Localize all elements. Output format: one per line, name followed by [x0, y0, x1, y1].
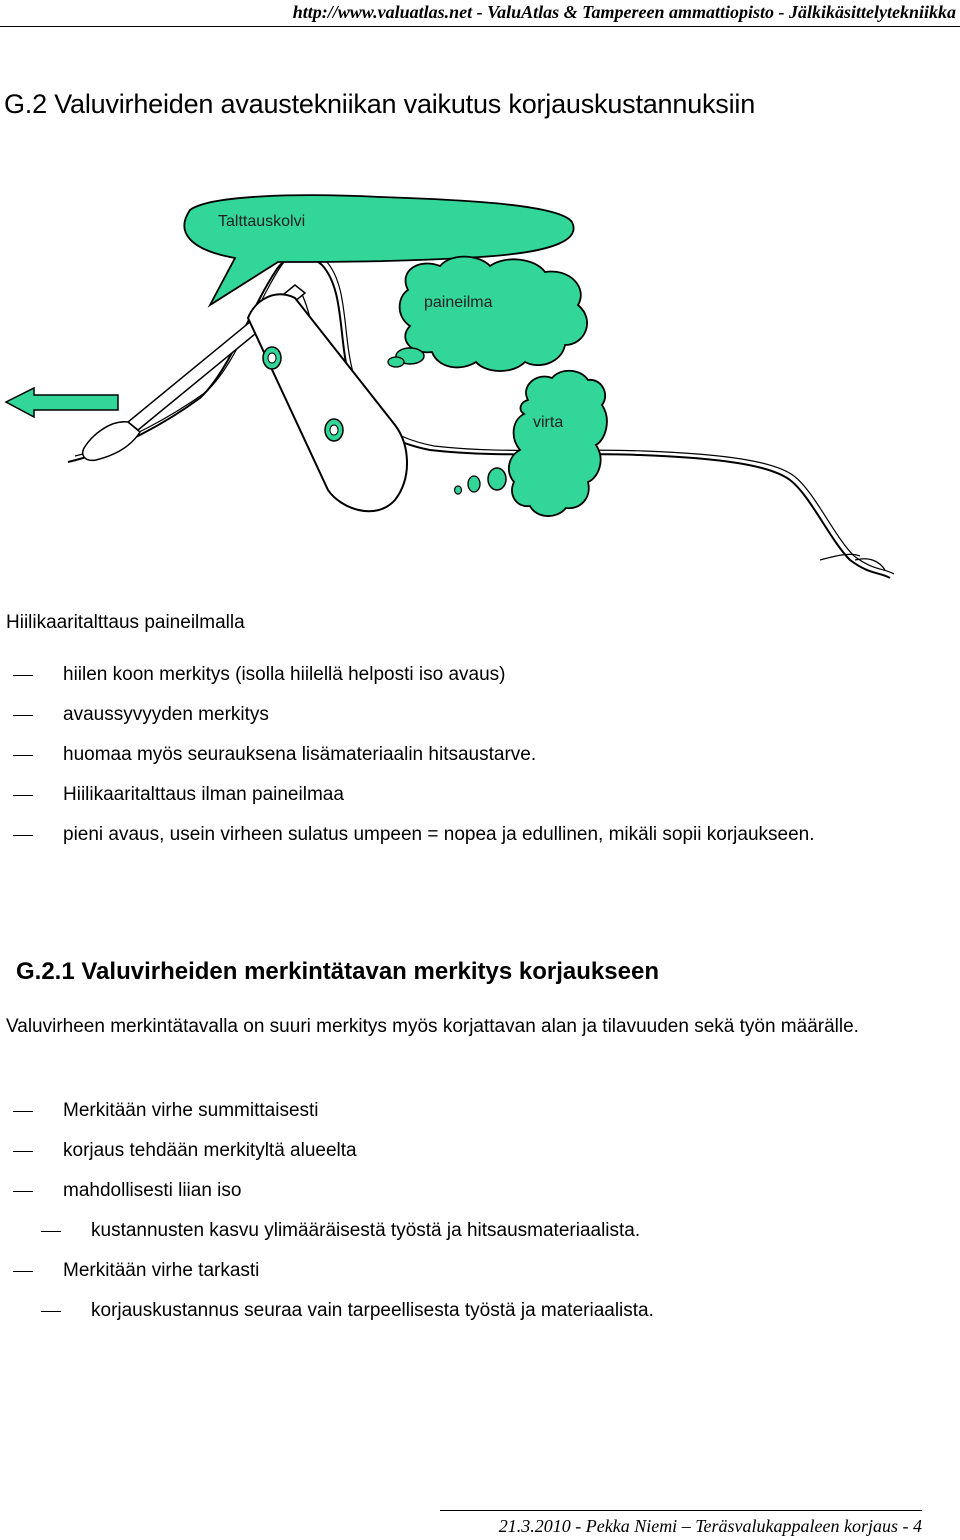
list-subitem: kustannusten kasvu ylimääräisestä työstä ja hitsausmateriaalista.: [63, 1219, 654, 1259]
electrode-holder: [248, 294, 407, 511]
page-title: G.2 Valuvirheiden avaustekniikan vaikutus korjauskustannuksiin: [4, 89, 756, 119]
list-item: huomaa myös seurauksena lisämateriaalin hitsaustarve.: [63, 743, 815, 783]
footer-rule: [440, 1510, 922, 1511]
section2-title: G.2.1 Valuvirheiden merkintätavan merkitys korjaukseen: [16, 958, 659, 985]
section1-list: [63, 663, 815, 863]
section2-list: [63, 1099, 654, 1339]
page-footer: 21.3.2010 - Pekka Niemi – Teräsvalukappaleen korjaus - 4: [498, 1516, 922, 1536]
gouging-diagram: [0, 180, 960, 590]
list-item: avaussyvyyden merkitys: [63, 703, 815, 743]
list-item: pieni avaus, usein virheen sulatus umpeen = nopea ja edullinen, mikäli sopii korjaukseen.: [63, 823, 815, 863]
callout-label: Talttauskolvi: [218, 213, 306, 230]
cloud-air-label: paineilma: [424, 294, 493, 311]
list-subitem: korjauskustannus seuraa vain tarpeellisesta työstä ja materiaalista.: [63, 1299, 654, 1339]
list-item: mahdollisesti liian iso: [63, 1179, 654, 1219]
section1-title: Hiilikaaritalttaus paineilmalla: [6, 612, 245, 633]
list-item: Merkitään virhe tarkasti: [63, 1259, 654, 1299]
header-rule: [0, 26, 960, 27]
cloud-current-label: virta: [533, 414, 564, 431]
list-item: Hiilikaaritalttaus ilman paineilmaa: [63, 783, 815, 823]
arrow-left-icon: [6, 388, 118, 417]
list-item: korjaus tehdään merkityltä alueelta: [63, 1139, 654, 1179]
list-item: hiilen koon merkitys (isolla hiilellä helposti iso avaus): [63, 663, 815, 703]
list-item: Merkitään virhe summittaisesti: [63, 1099, 654, 1139]
cloud-virta: [509, 371, 607, 516]
cloud-paineilma: [400, 257, 587, 371]
page-header: http://www.valuatlas.net - ValuAtlas & Tampereen ammattiopisto - Jälkikäsittelytekniikka: [292, 2, 956, 22]
section2-paragraph: Valuvirheen merkintätavalla on suuri merkitys myös korjattavan alan ja tilavuuden sekä työn määrälle.: [6, 1016, 859, 1037]
